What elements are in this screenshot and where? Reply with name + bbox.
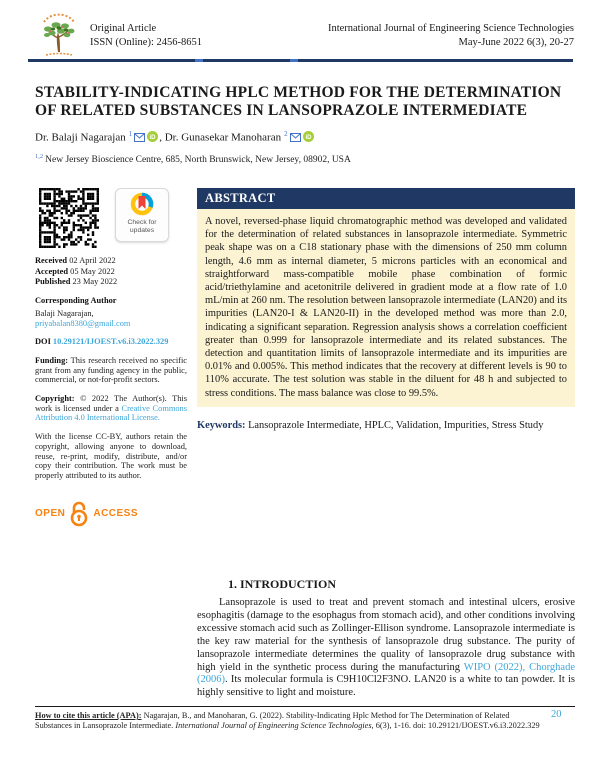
author-name: Dr. Gunasekar Manoharan — [164, 131, 282, 144]
email-icon[interactable] — [134, 133, 145, 142]
issue-info: May-June 2022 6(3), 20-27 — [458, 37, 574, 48]
corresponding-author-name: Balaji Nagarajan, — [35, 308, 94, 318]
open-lock-icon — [68, 501, 90, 527]
svg-text:iD: iD — [149, 134, 156, 141]
doi-line: DOI 10.29121/IJOEST.v6.i3.2022.329 — [35, 337, 169, 347]
author-separator: , — [159, 131, 165, 144]
received-date: Received 02 April 2022 — [35, 256, 116, 265]
crossmark-logo-icon — [129, 192, 155, 218]
header-rule — [28, 59, 573, 62]
affiliation: $^{1,2}$ New Jersey Bioscience Centre, 685, North Brunswick, New Jersey, 08902, USA — [35, 153, 351, 166]
article-type: Original Article — [90, 23, 157, 34]
page-title: STABILITY-INDICATING HPLC METHOD FOR THE DETERMINATION OF RELATED SUBSTANCES IN LANSOPRAZOLE INTERMEDIATE — [35, 84, 562, 119]
email-icon[interactable] — [290, 133, 301, 142]
introduction-heading: 1. INTRODUCTION — [228, 577, 337, 591]
journal-logo-tree-icon — [36, 12, 82, 58]
article-info-sidebar — [35, 188, 187, 527]
funding-note: Funding: This research received no specific grant from any funding agency in the public, commercial, or not-for-profit sectors. — [35, 355, 187, 385]
open-access-logo: OPEN ACCESS — [35, 501, 187, 527]
introduction-section — [197, 577, 575, 700]
copyright-note: Copyright: © 2022 The Author(s). This work is licensed under a Creative Commons Attribution 4.0 International License. — [35, 394, 187, 423]
article-dates — [35, 256, 187, 287]
orcid-icon[interactable] — [303, 131, 314, 142]
accepted-date: Accepted 05 May 2022 — [35, 266, 115, 276]
how-to-cite: How to cite this article (APA): Nagarajan, B., and Manoharan, G. (2022). Stability-Indicating Hplc Method for The Determination of Related Substances in Lansoprazole Intermediate. International Journal of Engineering Science Technologies, 6(3), 1-16. doi: 10.29121/IJOEST.v6.i3.2022.329 — [35, 711, 540, 730]
crossmark-check-updates-button[interactable]: Check for updates — [115, 188, 169, 242]
introduction-paragraph: Lansoprazole is used to treat and prevent stomach and intestinal ulcers, erosive esophagitis (damage to the esophagus from stomach acid), and other conditions involving excessive stomach acid such as Zollinger-Ellison syndrome. Lansoprazole intermediate is the key raw material for the synthesis of lansoprazole drug substance. The purity of lansoprazole intermediate determines the quality of lansoprazole drug substance with high yield in the synthetic process during the manufacturing WIPO (2022), Chorghade (2006). Its molecular formula is C9H10Cl2F3NO. LAN20 is a white to tan powder. It is highly sensitive to light and moisture. — [197, 597, 575, 699]
footer-rule — [35, 706, 575, 707]
issn: ISSN (Online): 2456-8651 — [90, 37, 202, 48]
page-number: 20 — [551, 709, 562, 720]
keywords-line: Keywords: Lansoprazole Intermediate, HPLC, Validation, Impurities, Stress Study — [197, 419, 544, 431]
corresponding-author-email-link[interactable]: priyabalan8380@gmail.com — [35, 318, 131, 328]
cc-license-link[interactable]: Creative Commons Attribution 4.0 International License. — [35, 403, 187, 423]
author-name: Dr. Balaji Nagarajan — [35, 131, 126, 144]
orcid-icon[interactable] — [147, 131, 158, 142]
citation-link[interactable]: WIPO (2022), Chorghade (2006) — [197, 661, 575, 686]
qr-code — [39, 188, 99, 248]
published-date: Published 23 May 2022 — [35, 277, 118, 287]
doi-link[interactable]: 10.29121/IJOEST.v6.i3.2022.329 — [52, 337, 169, 347]
svg-text:iD: iD — [305, 134, 312, 141]
journal-name: International Journal of Engineering Science Technologies — [327, 23, 574, 34]
abstract-text: A novel, reversed-phase liquid chromatographic method was developed and validated for the determination of related substances in lansoprazole intermediate. Symmetric peak shape was on a C18 stationary phase with the dimensions of 250 mm column length, 4.6 mm as internal diameter, 5 microns particles with an economical and straightforward mass-compatible mobile phase combination of formic acid/triethylamine and acetonitrile delivered in gradient mode at a flow rate of 1.0 mL/min at 260 nm. The resolution between lansoprazole intermediate (LAN20) and its impurities (LAN20-I & LAN20-II) in the developed method was more than 2.0, indicating a significant separation. Regression analysis shows a correlation coefficient greater than 0.999 for lansoprazole intermediate and its related substances. The detection and quantitation limits of lansoprazole intermediate and its impurities are 0.01% and 0.005%. This method indicates that the recovery at different levels is 90 to 110% accurate. The test solution was stable in the diluent for 48 h and subjected to stress conditions. The mass balance was close to 99.5%. — [197, 209, 575, 407]
main-column — [197, 188, 575, 699]
author-line: Dr. Balaji Nagarajan $^1$ iD , Dr. Gunasekar Manoharan $^2$ iD — [35, 130, 315, 144]
corresponding-author-label: Corresponding Author — [35, 296, 117, 306]
cc-by-note: With the license CC-BY, authors retain the copyright, allowing anyone to download, reuse, re-print, modify, distribute, and/or copy their contribution. The work must be properly attributed to its author. — [35, 432, 187, 480]
abstract-heading: ABSTRACT — [197, 188, 575, 209]
